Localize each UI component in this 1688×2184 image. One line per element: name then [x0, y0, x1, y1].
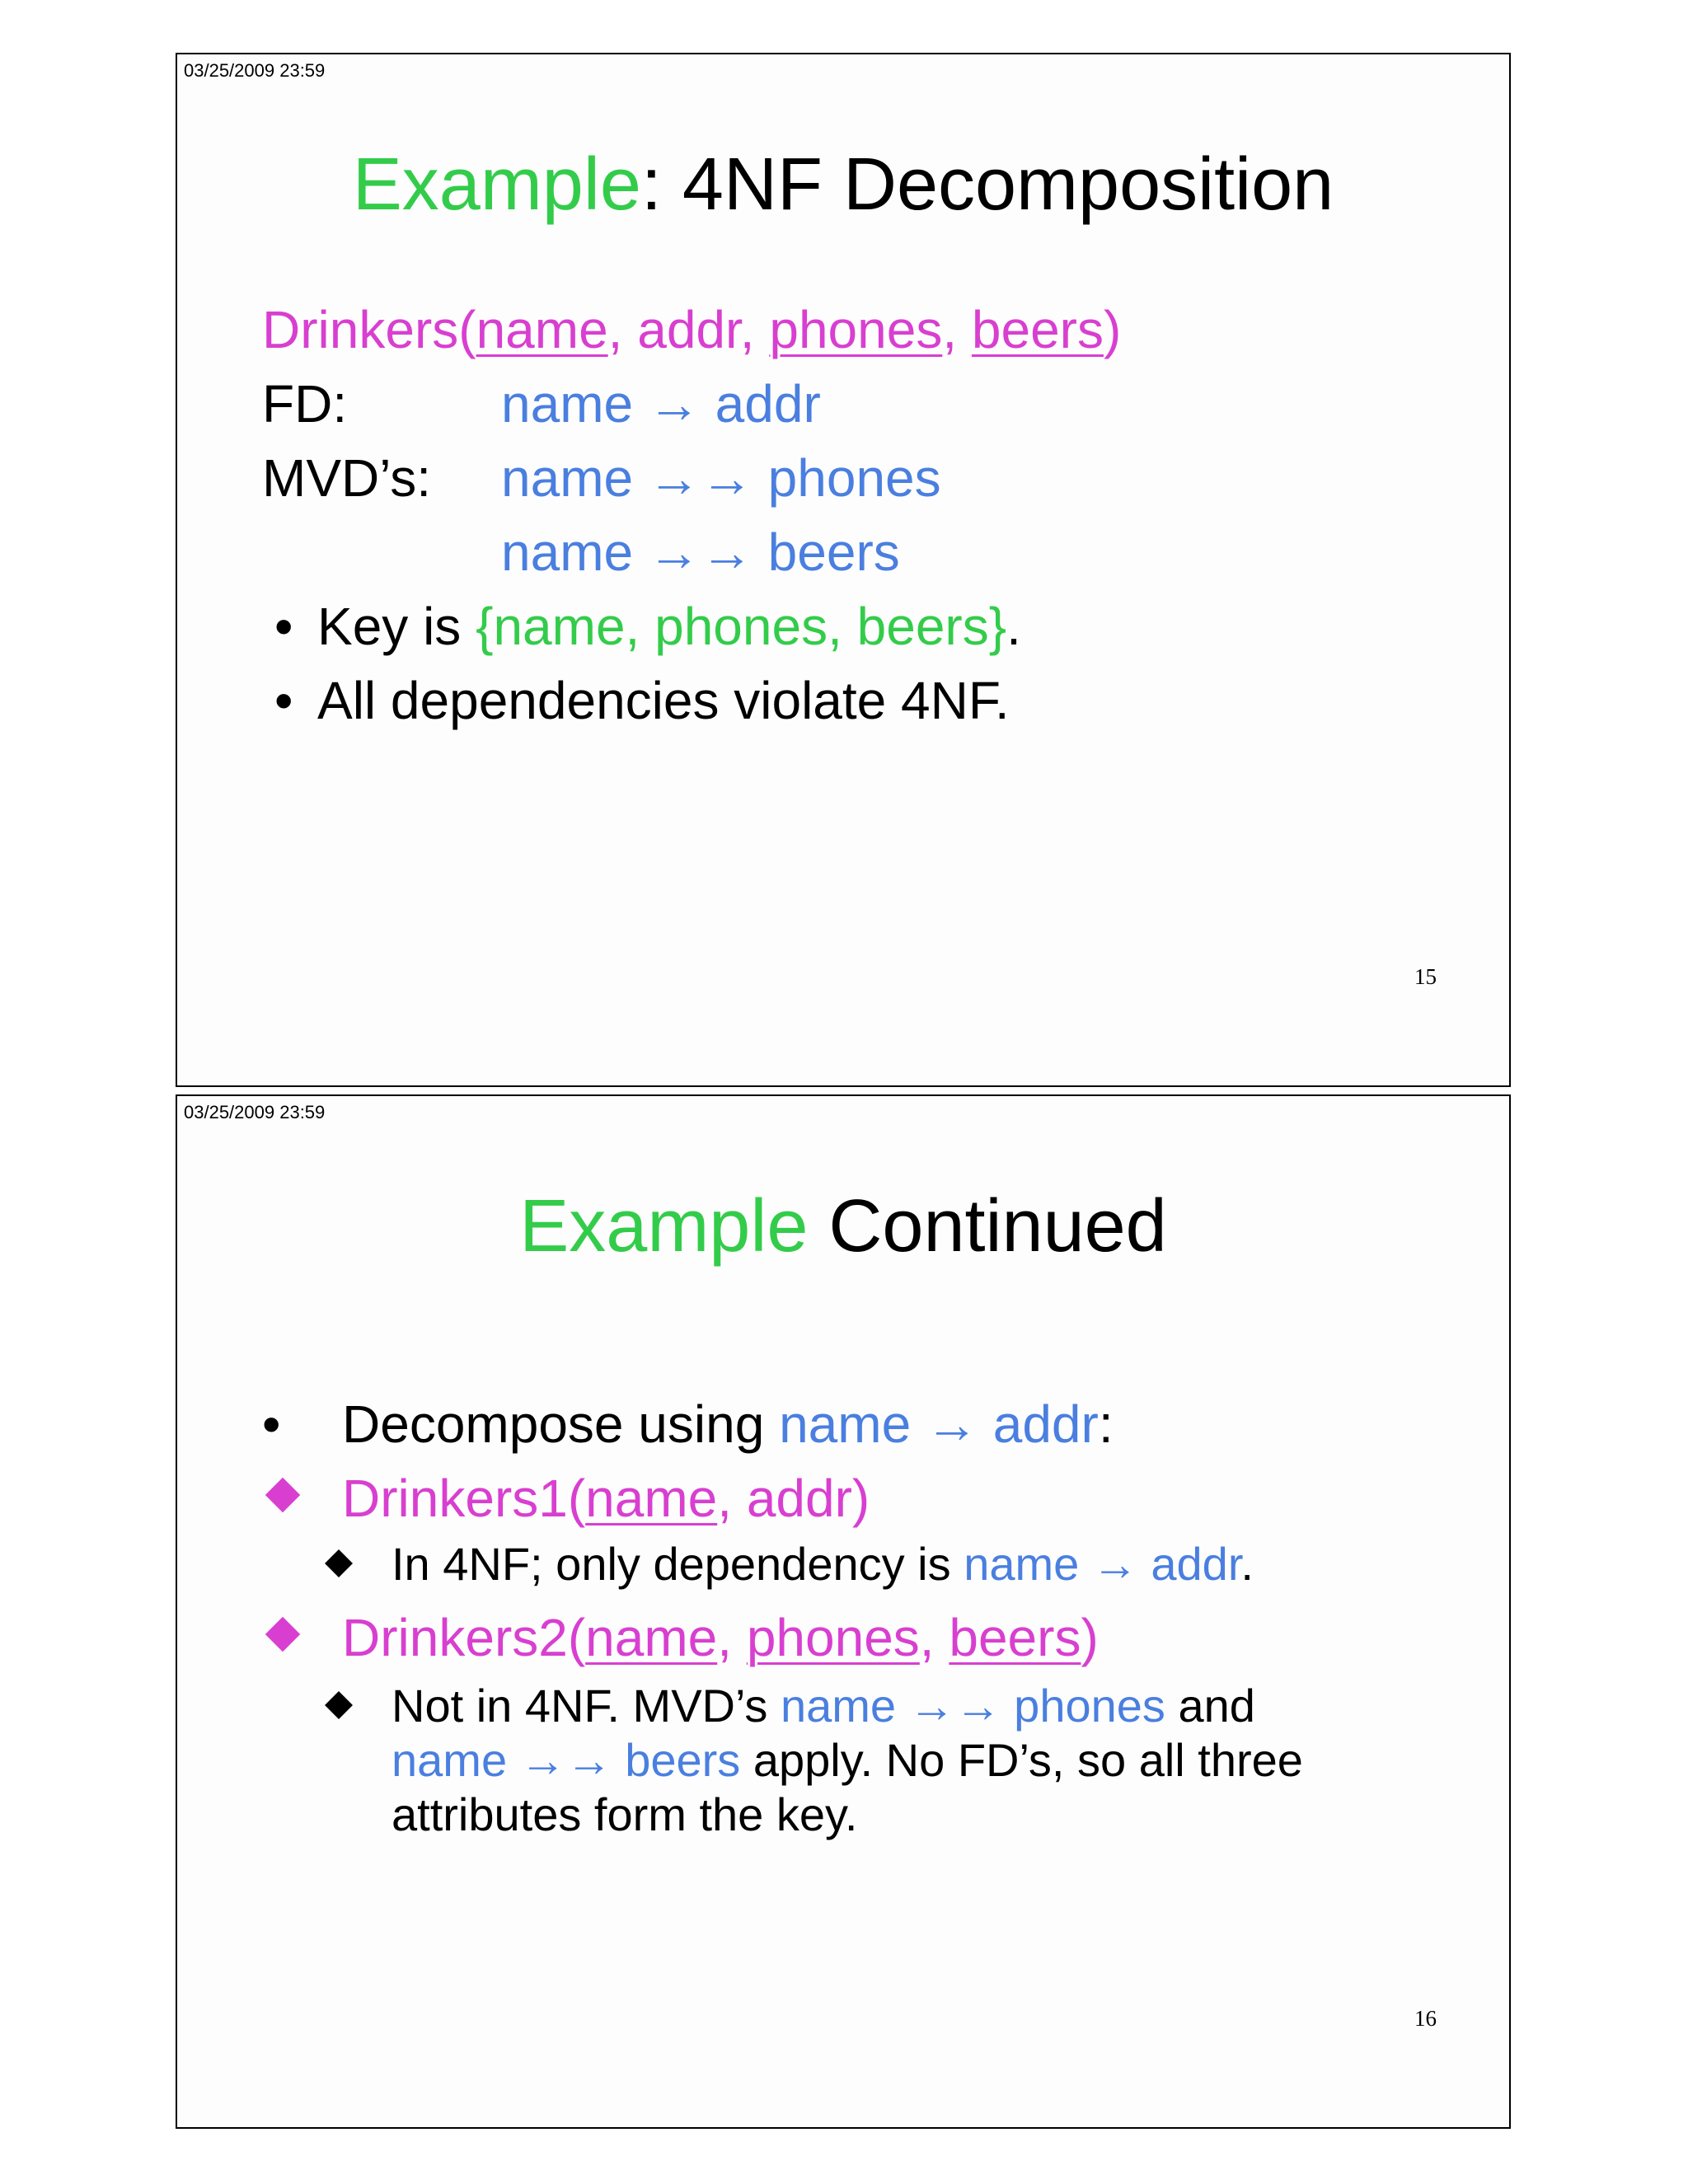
decompose-fd: name → addr [779, 1394, 1099, 1454]
relation-schema [262, 298, 1121, 361]
note-text: In 4NF; only dependency is [392, 1538, 964, 1590]
period: . [1006, 597, 1021, 656]
attr-name: name [476, 300, 608, 359]
separator: , [919, 1608, 950, 1667]
slide-16 [176, 1094, 1511, 2129]
bullet-dot: • [274, 597, 293, 656]
relation-name: Drinkers( [262, 300, 476, 359]
attr-beers: beers [949, 1608, 1081, 1667]
period: . [1240, 1538, 1254, 1590]
diamond-bullet-icon [265, 1478, 300, 1512]
note-mvd-phones: name →→ phones [780, 1680, 1165, 1732]
separator: , addr, [607, 300, 770, 359]
timestamp: 03/25/2009 23:59 [184, 60, 326, 81]
relation-name: Drinkers2( [342, 1608, 586, 1667]
separator: , [942, 300, 972, 359]
note-mvd-beers: name →→ beers [392, 1734, 741, 1786]
note-text: apply. No FD’s, so all three [740, 1734, 1303, 1786]
bullet-dot: • [262, 1394, 281, 1454]
close-paren: ) [1081, 1608, 1099, 1667]
relation-drinkers1 [342, 1467, 870, 1530]
relation-drinkers2 [342, 1606, 1099, 1669]
decompose-bullet [342, 1393, 1114, 1455]
key-text: Key is [317, 597, 476, 656]
key-set: {name, phones, beers} [476, 597, 1007, 656]
diamond-bullet-icon [265, 1617, 300, 1652]
fd-label: FD: [262, 374, 348, 434]
note-text: and [1165, 1680, 1255, 1732]
note-fd: name → addr [964, 1538, 1241, 1590]
slide-title [177, 143, 1509, 226]
decompose-text: Decompose using [342, 1394, 780, 1454]
bullet-dot: • [274, 671, 293, 730]
note-text: Not in 4NF. MVD’s [392, 1680, 781, 1732]
title-rest: Continued [808, 1185, 1167, 1268]
violation-bullet: All dependencies violate 4NF. [317, 671, 1010, 730]
attr-phones: phones [746, 1608, 920, 1667]
attr-phones: phones [769, 300, 943, 359]
title-highlight: Example [519, 1185, 809, 1268]
mvd-phones: name →→ phones [501, 448, 941, 508]
key-bullet [317, 595, 1021, 658]
title-highlight: Example [352, 143, 641, 226]
relation-rest: , addr) [717, 1469, 870, 1528]
diamond-bullet-icon [325, 1549, 353, 1577]
drinkers1-note [392, 1537, 1254, 1591]
relation-name: Drinkers1( [342, 1469, 586, 1528]
fd-value: name → addr [501, 374, 821, 434]
close-paren: ) [1103, 300, 1122, 359]
slide-15 [176, 53, 1511, 1087]
page-number: 16 [1414, 2006, 1437, 2031]
colon: : [1098, 1394, 1114, 1454]
slide-title [177, 1185, 1509, 1268]
drinkers2-note-line2 [392, 1733, 1303, 1788]
page-number: 15 [1414, 964, 1437, 989]
timestamp: 03/25/2009 23:59 [184, 1102, 326, 1122]
diamond-bullet-icon [325, 1691, 353, 1719]
attr-name: name [585, 1469, 718, 1528]
mvd-beers: name →→ beers [501, 523, 900, 582]
mvd-label: MVD’s: [262, 448, 432, 508]
attr-name: name [585, 1608, 718, 1667]
separator: , [717, 1608, 747, 1667]
title-rest: : 4NF Decomposition [640, 143, 1334, 226]
drinkers2-note-line3: attributes form the key. [392, 1788, 858, 1840]
attr-beers: beers [971, 300, 1104, 359]
drinkers2-note-line1 [392, 1679, 1255, 1733]
